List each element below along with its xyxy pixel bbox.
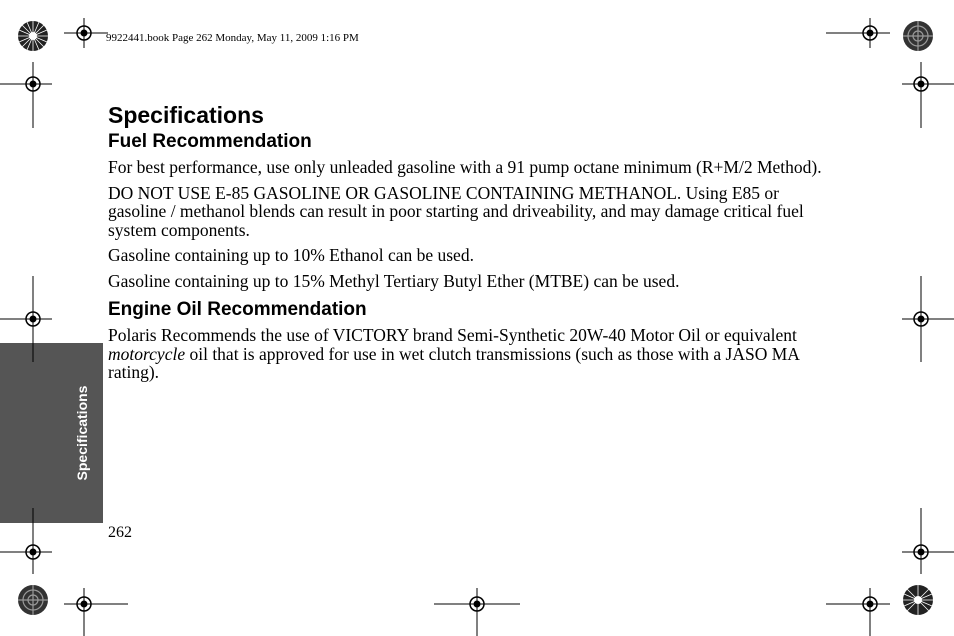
page-content <box>108 100 828 382</box>
page-title: Specifications <box>108 102 264 128</box>
oil-text-a: Polaris Recommends the use of VICTORY brand Semi-Synthetic 20W-40 Motor Oil or equivalent <box>108 325 797 345</box>
oil-text-b: oil that is approved for use in wet clutch transmissions (such as those with a JASO MA rating). <box>108 343 799 382</box>
oil-paragraph-1 <box>108 326 828 382</box>
crosshair-bottom-center <box>434 588 520 636</box>
fuel-heading: Fuel Recommendation <box>108 131 312 152</box>
oil-text-italic: motorcycle <box>108 343 186 364</box>
registration-mark-top-right-outer <box>900 18 936 54</box>
registration-mark-bottom-left-outer <box>15 582 51 618</box>
fuel-paragraph-3: Gasoline containing up to 10% Ethanol can be used. <box>108 245 474 265</box>
crosshair-bottom-right <box>826 588 890 636</box>
crosshair-left-upper <box>0 62 52 128</box>
fuel-paragraph-1: For best performance, use only unleaded gasoline with a 91 pump octane minimum (R+M/2 Method). <box>108 157 822 177</box>
print-header: 9922441.book Page 262 Monday, May 11, 2009 1:16 PM <box>106 32 359 44</box>
crosshair-top-right <box>826 18 890 48</box>
fuel-paragraph-2: DO NOT USE E-85 GASOLINE OR GASOLINE CONTAINING METHANOL. Using E85 or gasoline / methanol blends can result in poor starting and driveability, and may damage critical fuel system components. <box>108 182 804 240</box>
crosshair-right-lower <box>902 508 954 574</box>
crosshair-bottom-left <box>64 588 128 636</box>
crosshair-left-middle <box>0 276 52 362</box>
crosshair-top-left <box>64 18 108 48</box>
fuel-paragraph-4: Gasoline containing up to 15% Methyl Tertiary Butyl Ether (MTBE) can be used. <box>108 270 680 291</box>
side-tab-label: Specifications <box>74 385 90 481</box>
oil-heading: Engine Oil Recommendation <box>108 299 367 320</box>
crosshair-left-lower <box>0 508 52 574</box>
registration-mark-top-left-outer <box>15 18 51 54</box>
page-number: 262 <box>108 524 132 541</box>
crosshair-right-upper <box>902 62 954 128</box>
crosshair-right-middle <box>902 276 954 362</box>
registration-mark-bottom-right-outer <box>900 582 936 618</box>
